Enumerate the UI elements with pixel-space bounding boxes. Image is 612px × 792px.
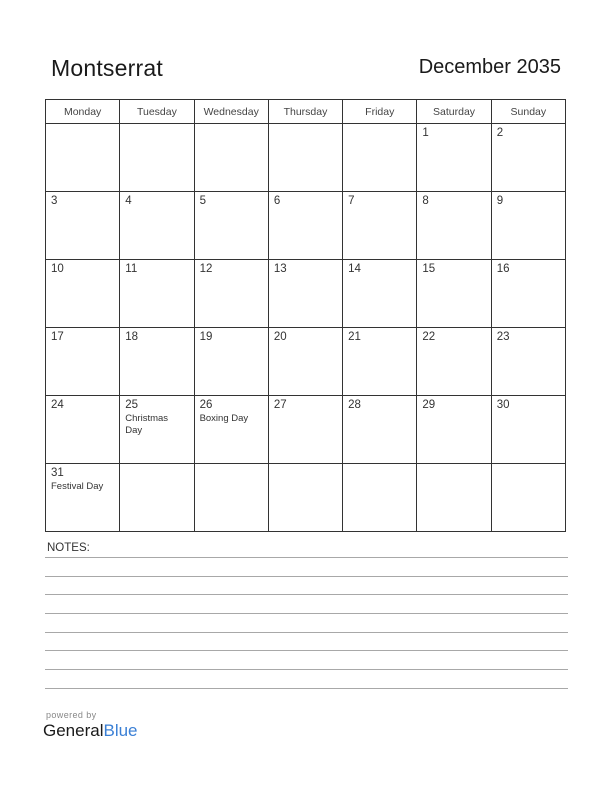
calendar-day-cell — [343, 396, 417, 464]
calendar-day-cell — [194, 192, 268, 260]
calendar-day-cell — [343, 260, 417, 328]
day-number: 4 — [125, 195, 132, 207]
day-number: 14 — [348, 263, 361, 275]
weekday-header: Thursday — [268, 100, 342, 124]
calendar-body — [46, 124, 566, 532]
day-number: 6 — [273, 195, 281, 207]
holiday-label: Christmas Day — [125, 413, 169, 436]
calendar-day-cell — [491, 396, 565, 464]
day-number: 31 — [51, 467, 64, 479]
country-title: Montserrat — [51, 55, 163, 81]
calendar-day-cell — [194, 464, 268, 532]
calendar-day-cell — [417, 192, 491, 260]
calendar-day-cell — [491, 328, 565, 396]
day-number: 28 — [348, 399, 361, 411]
calendar-week-row — [46, 396, 566, 464]
calendar-day-cell — [120, 192, 194, 260]
note-line — [45, 594, 568, 595]
holiday-label: Festival Day — [51, 481, 104, 492]
notes-label: NOTES: — [47, 542, 90, 554]
day-number: 19 — [199, 331, 213, 343]
calendar-day-cell — [268, 124, 342, 192]
weekday-header: Wednesday — [194, 100, 268, 124]
day-number: 13 — [273, 263, 287, 275]
calendar-day-cell — [120, 464, 194, 532]
day-number: 15 — [422, 263, 436, 275]
day-number: 3 — [51, 195, 58, 207]
calendar-day-cell — [120, 328, 194, 396]
calendar-week-row — [46, 260, 566, 328]
weekday-header: Friday — [343, 100, 417, 124]
day-number: 27 — [273, 399, 287, 411]
calendar-day-cell — [491, 260, 565, 328]
calendar-day-cell — [194, 328, 268, 396]
note-line — [45, 669, 568, 670]
calendar-week-row — [46, 192, 566, 260]
calendar-day-cell — [343, 124, 417, 192]
calendar-day-cell — [268, 464, 342, 532]
calendar-day-cell — [194, 260, 268, 328]
day-number: 2 — [496, 127, 504, 139]
calendar-day-cell — [417, 328, 491, 396]
calendar-day-cell — [268, 260, 342, 328]
brand-logo — [43, 721, 138, 741]
note-line — [45, 688, 568, 689]
powered-by-text: powered by — [46, 710, 97, 720]
day-number: 5 — [199, 195, 206, 207]
day-number: 21 — [348, 331, 361, 343]
weekday-header: Saturday — [417, 100, 491, 124]
day-number: 9 — [496, 195, 504, 207]
calendar-day-cell — [194, 396, 268, 464]
calendar-day-cell — [417, 396, 491, 464]
brand-name-blue: Blue — [103, 721, 138, 740]
calendar-day-cell — [491, 124, 565, 192]
calendar-day-cell — [46, 192, 120, 260]
day-number: 25 — [125, 399, 139, 411]
brand-name-general: General — [43, 721, 104, 740]
day-number: 16 — [496, 263, 510, 275]
weekday-header: Monday — [46, 100, 120, 124]
calendar-day-cell — [46, 260, 120, 328]
calendar-day-cell — [120, 396, 194, 464]
day-number: 10 — [51, 263, 64, 275]
day-number: 30 — [496, 399, 510, 411]
note-line — [45, 613, 568, 614]
day-number: 23 — [496, 331, 510, 343]
calendar-day-cell — [120, 260, 194, 328]
day-number: 7 — [348, 195, 355, 207]
day-number: 29 — [422, 399, 436, 411]
day-number: 8 — [422, 195, 429, 207]
calendar-day-cell — [46, 396, 120, 464]
note-line — [45, 576, 568, 577]
day-number: 22 — [422, 331, 436, 343]
calendar-day-cell — [343, 192, 417, 260]
day-number: 26 — [199, 399, 213, 411]
note-line — [45, 557, 568, 558]
calendar-week-row — [46, 328, 566, 396]
day-number: 12 — [199, 263, 213, 275]
holiday-label: Boxing Day — [199, 413, 249, 424]
weekday-header: Sunday — [491, 100, 565, 124]
note-line — [45, 650, 568, 651]
weekday-header-row — [46, 100, 566, 124]
calendar-day-cell — [491, 192, 565, 260]
calendar-day-cell — [46, 124, 120, 192]
calendar-day-cell — [417, 464, 491, 532]
calendar-day-cell — [268, 328, 342, 396]
calendar-grid — [45, 99, 566, 532]
day-number: 20 — [273, 331, 287, 343]
day-number: 24 — [51, 399, 64, 411]
calendar-day-cell — [120, 124, 194, 192]
weekday-header: Tuesday — [120, 100, 194, 124]
calendar-day-cell — [417, 260, 491, 328]
calendar-day-cell — [491, 464, 565, 532]
calendar-day-cell — [46, 464, 120, 532]
calendar-day-cell — [343, 328, 417, 396]
note-line — [45, 632, 568, 633]
calendar-week-row — [46, 464, 566, 532]
calendar-day-cell — [46, 328, 120, 396]
day-number: 17 — [51, 331, 64, 343]
calendar-day-cell — [268, 396, 342, 464]
day-number: 1 — [422, 127, 429, 139]
calendar-week-row — [46, 124, 566, 192]
calendar-day-cell — [268, 192, 342, 260]
calendar-day-cell — [194, 124, 268, 192]
month-year-title: December 2035 — [418, 56, 561, 78]
day-number: 18 — [125, 331, 139, 343]
calendar-day-cell — [417, 124, 491, 192]
calendar-day-cell — [343, 464, 417, 532]
day-number: 11 — [125, 263, 138, 275]
